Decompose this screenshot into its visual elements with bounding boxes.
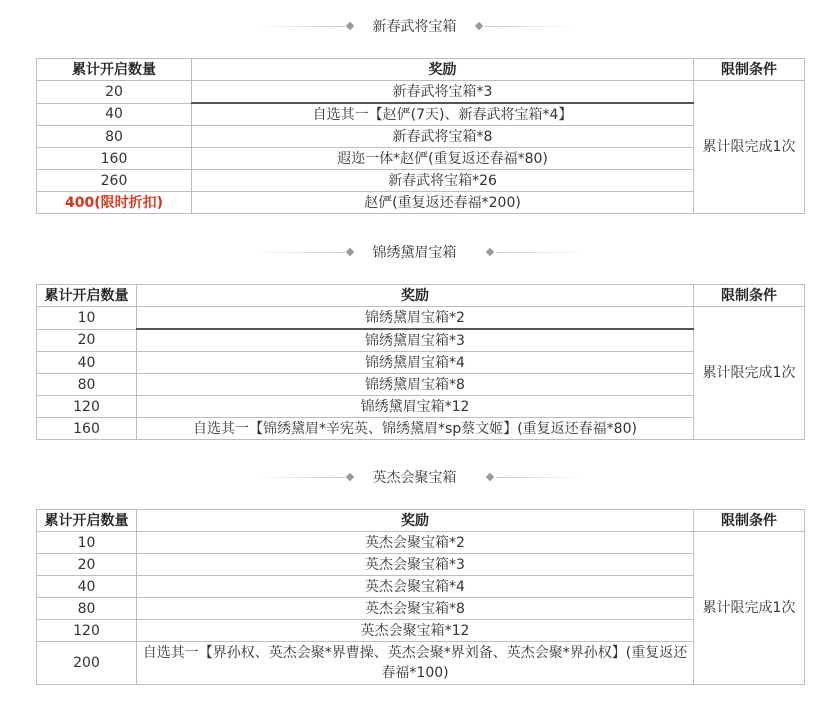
count-cell: 40: [37, 103, 192, 126]
header-limit: 限制条件: [694, 59, 805, 81]
section-title-1: [0, 17, 829, 37]
table-row: [37, 81, 805, 104]
reward-cell: 英杰会聚宝箱*8: [137, 598, 694, 620]
count-cell: 160: [37, 418, 137, 440]
table-row: [37, 126, 805, 148]
reward-table-3: [36, 509, 805, 685]
section-title-text: 锦绣黛眉宝箱: [372, 245, 457, 261]
count-cell: 80: [37, 374, 137, 396]
count-cell: 10: [37, 307, 137, 330]
limit-cell: 累计限完成1次: [694, 532, 805, 685]
count-cell: 80: [37, 598, 137, 620]
table-row: [37, 352, 805, 374]
count-cell: 20: [37, 329, 137, 352]
count-cell: 120: [37, 396, 137, 418]
header-count: 累计开启数量: [37, 510, 137, 532]
reward-cell: 英杰会聚宝箱*4: [137, 576, 694, 598]
table-row: [37, 598, 805, 620]
table-row: [37, 642, 805, 685]
limit-cell: 累计限完成1次: [694, 81, 805, 214]
header-reward: 奖励: [192, 59, 694, 81]
divider-line: [485, 26, 575, 27]
divider-line: [496, 252, 586, 253]
header-count: 累计开启数量: [37, 285, 137, 307]
reward-cell: 遐迩一体*赵俨(重复返还春福*80): [192, 148, 694, 170]
reward-cell: 自选其一【界孙权、英杰会聚*界曹操、英杰会聚*界刘备、英杰会聚*界孙权】(重复返还春福*100): [137, 642, 694, 685]
header-count: 累计开启数量: [37, 59, 192, 81]
count-cell: 20: [37, 554, 137, 576]
table-row: [37, 576, 805, 598]
table-row: [37, 418, 805, 440]
header-reward: 奖励: [137, 510, 694, 532]
reward-cell: 锦绣黛眉宝箱*12: [137, 396, 694, 418]
reward-cell: 锦绣黛眉宝箱*3: [137, 329, 694, 352]
table-row: [37, 329, 805, 352]
section-title-text: 新春武将宝箱: [372, 19, 457, 35]
section-title-2: [0, 243, 829, 263]
reward-cell: 新春武将宝箱*3: [192, 81, 694, 104]
limit-cell: 累计限完成1次: [694, 307, 805, 440]
count-cell: 260: [37, 170, 192, 192]
reward-table-2: [36, 284, 805, 440]
reward-cell: 英杰会聚宝箱*2: [137, 532, 694, 554]
reward-cell: 锦绣黛眉宝箱*2: [137, 307, 694, 330]
table-row: [37, 532, 805, 554]
table-row: [37, 103, 805, 126]
reward-cell: 锦绣黛眉宝箱*4: [137, 352, 694, 374]
reward-cell: 自选其一【锦绣黛眉*辛宪英、锦绣黛眉*sp蔡文姬】(重复返还春福*80): [137, 418, 694, 440]
divider-line: [496, 477, 586, 478]
count-cell: 120: [37, 620, 137, 642]
count-cell: 160: [37, 148, 192, 170]
header-limit: 限制条件: [694, 510, 805, 532]
section-title-text: 英杰会聚宝箱: [372, 470, 457, 486]
table-row: [37, 192, 805, 214]
header-reward: 奖励: [137, 285, 694, 307]
table-row: [37, 374, 805, 396]
table-header-row: [37, 285, 805, 307]
header-limit: 限制条件: [694, 285, 805, 307]
table-header-row: [37, 59, 805, 81]
count-cell: 20: [37, 81, 192, 104]
table-row: [37, 554, 805, 576]
reward-table-1: [36, 58, 805, 214]
reward-cell: 新春武将宝箱*26: [192, 170, 694, 192]
reward-cell: 英杰会聚宝箱*12: [137, 620, 694, 642]
table-row: [37, 396, 805, 418]
section-title-3: [0, 468, 829, 488]
reward-cell: 英杰会聚宝箱*3: [137, 554, 694, 576]
count-cell-discount: 400(限时折扣): [37, 192, 192, 214]
table-header-row: [37, 510, 805, 532]
count-cell: 80: [37, 126, 192, 148]
reward-cell: 锦绣黛眉宝箱*8: [137, 374, 694, 396]
count-cell: 40: [37, 352, 137, 374]
table-row: [37, 620, 805, 642]
count-cell: 10: [37, 532, 137, 554]
count-cell: 40: [37, 576, 137, 598]
reward-cell: 新春武将宝箱*8: [192, 126, 694, 148]
table-row: [37, 307, 805, 330]
table-row: [37, 170, 805, 192]
count-cell: 200: [37, 642, 137, 685]
reward-cell: 赵俨(重复返还春福*200): [192, 192, 694, 214]
reward-cell: 自选其一【赵俨(7天)、新春武将宝箱*4】: [192, 103, 694, 126]
table-row: [37, 148, 805, 170]
